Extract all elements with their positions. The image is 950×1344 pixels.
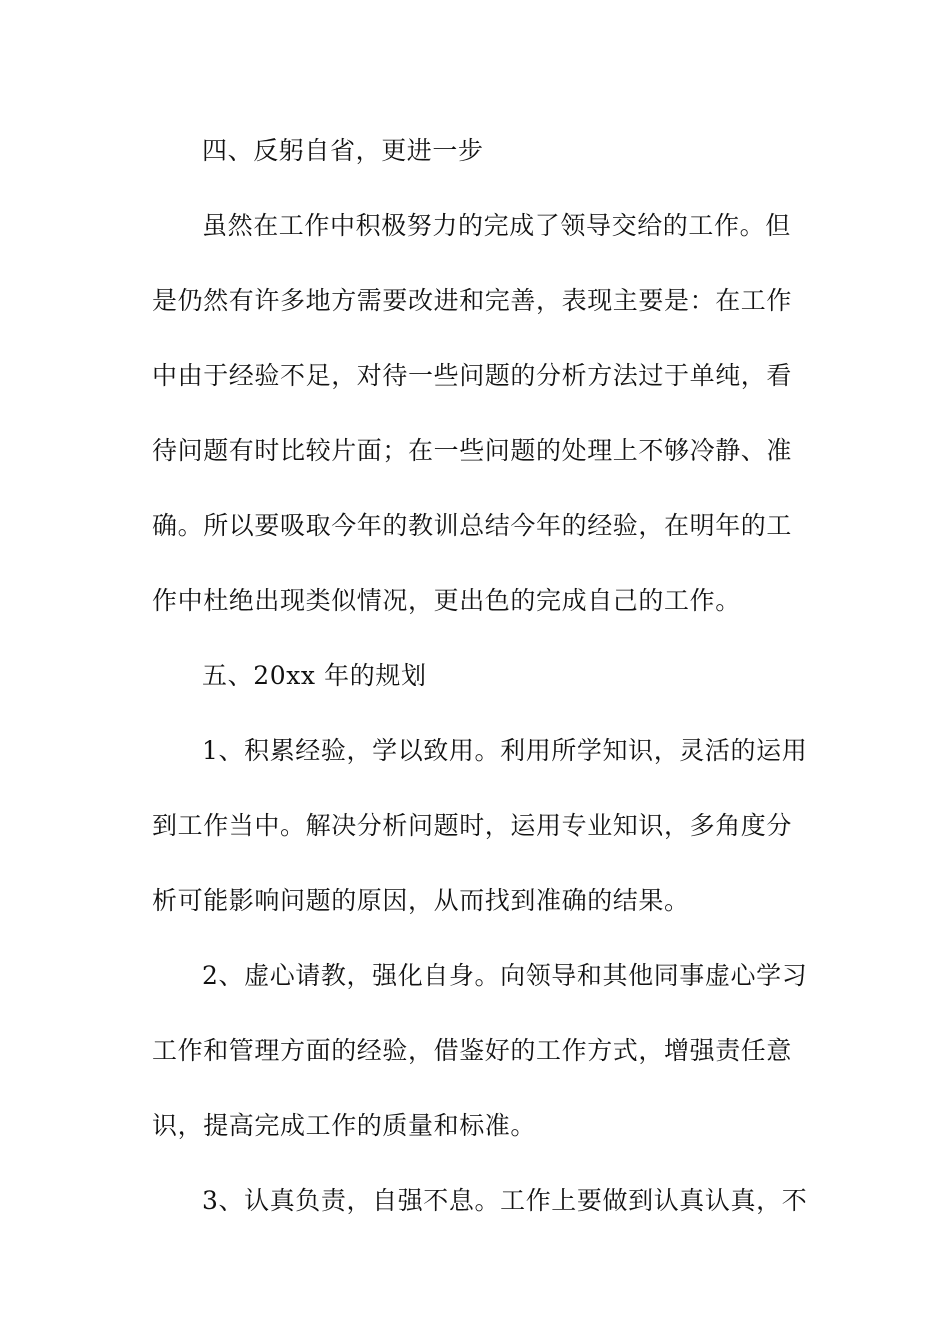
section-heading-5: 五、20xx 年的规划 (202, 661, 427, 690)
paragraph-line: 1、积累经验，学以致用。利用所学知识，灵活的运用 (202, 736, 808, 765)
paragraph-line: 待问题有时比较片面；在一些问题的处理上不够冷静、准 (152, 436, 793, 465)
paragraph-line: 工作和管理方面的经验，借鉴好的工作方式，增强责任意 (152, 1036, 793, 1065)
paragraph-line: 3、认真负责，自强不息。工作上要做到认真认真，不 (202, 1186, 808, 1215)
paragraph-line: 作中杜绝出现类似情况，更出色的完成自己的工作。 (152, 586, 741, 615)
paragraph-line: 析可能影响问题的原因，从而找到准确的结果。 (152, 886, 690, 915)
paragraph-line: 中由于经验不足，对待一些问题的分析方法过于单纯，看 (152, 361, 793, 390)
paragraph-line: 到工作当中。解决分析问题时，运用专业知识，多角度分 (152, 811, 793, 840)
paragraph-line: 虽然在工作中积极努力的完成了领导交给的工作。但 (202, 211, 791, 240)
paragraph-line: 识，提高完成工作的质量和标准。 (152, 1111, 537, 1140)
paragraph-line: 2、虚心请教，强化自身。向领导和其他同事虚心学习 (202, 961, 808, 990)
paragraph-line: 确。所以要吸取今年的教训总结今年的经验，在明年的工 (152, 511, 793, 540)
section-heading-4: 四、反躬自省，更进一步 (202, 136, 484, 165)
paragraph-line: 是仍然有许多地方需要改进和完善，表现主要是：在工作 (152, 286, 793, 315)
